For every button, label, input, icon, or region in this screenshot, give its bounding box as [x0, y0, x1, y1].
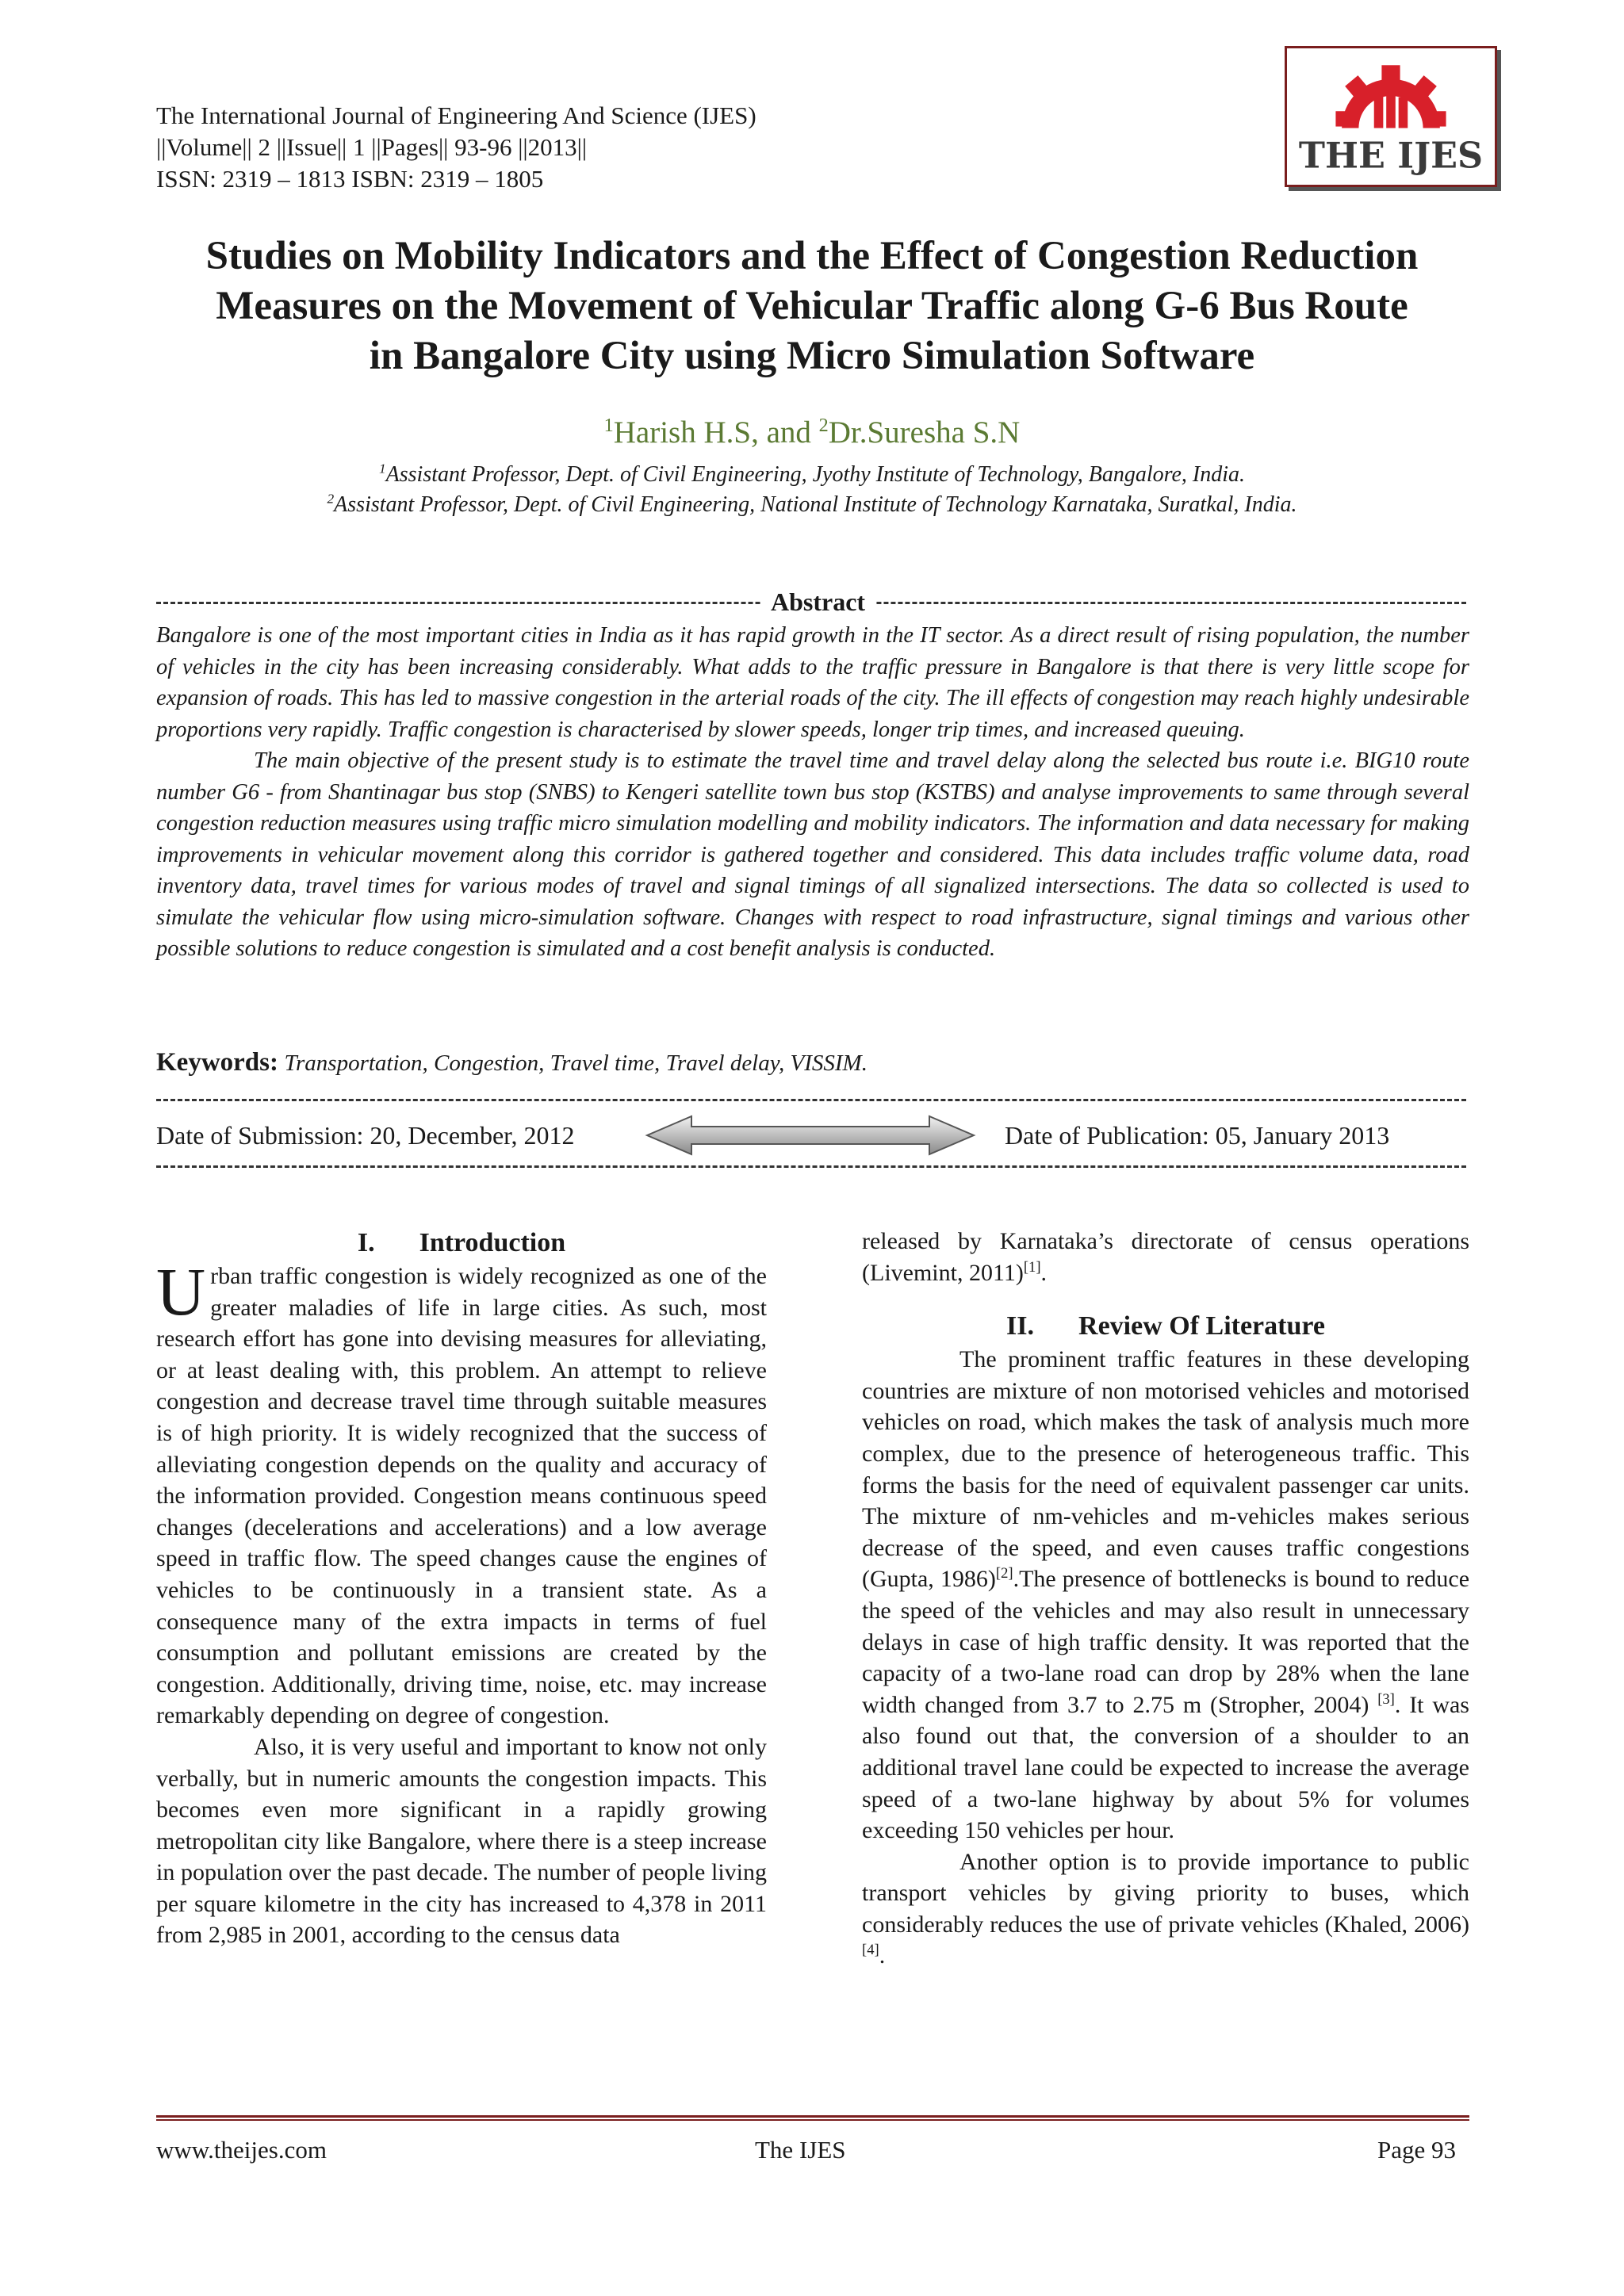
- footer-rule: [156, 2115, 1469, 2121]
- authors: [119, 414, 1505, 452]
- date-of-submission: Date of Submission: 20, December, 2012: [156, 1121, 575, 1150]
- section-heading-introduction: [156, 1226, 767, 1261]
- dates-rule-top: [156, 1099, 1466, 1101]
- title-line: Studies on Mobility Indicators and the Effect of Congestion Reduction: [205, 234, 1419, 278]
- title-line: in Bangalore City using Micro Simulation Software: [369, 334, 1255, 378]
- continued-text: released by Karnataka’s directorate of census operations (Livemint, 2011): [862, 1228, 1469, 1286]
- double-arrow-icon: [644, 1113, 977, 1158]
- page-number: Page 93: [1377, 2136, 1457, 2164]
- affiliation-marker: 2: [327, 491, 335, 507]
- abstract-body: [156, 620, 1469, 965]
- logo-text: THE IJES: [1298, 135, 1484, 177]
- citation-ref: [4]: [862, 1942, 879, 1959]
- abstract-paragraph: The main objective of the present study is to estimate the travel time and travel delay along the selected bus route i.e. BIG10 route number G6 - from Shantinagar bus stop (SNBS) to Kengeri satellite town bus stop (KSTBS) and analyse improvements to same through several congestion reduction measures using traffic micro simulation modelling and mobility indicators. The information and data necessary for making improvements in vehicular movement along this corridor is gathered together and considered. This data includes traffic volume data, road inventory data, travel times for various modes of travel and signal timings of all signalized intersections. The data so collected is used to simulate the vehicular flow using micro-simulation software. Changes with respect to road infrastructure, signal timings and various other possible solutions to reduce congestion is simulated and a cost benefit analysis is conducted.: [156, 748, 1469, 961]
- punctuation: .: [1040, 1259, 1048, 1286]
- citation-ref: [2]: [995, 1565, 1013, 1582]
- author-2-marker: 2: [818, 415, 829, 436]
- ijes-logo-graphic: [1287, 48, 1495, 185]
- affiliation-2: [119, 490, 1505, 520]
- abstract-heading: Abstract: [761, 587, 875, 617]
- ijes-logo: [1285, 46, 1497, 187]
- review-paragraph-2: [862, 1846, 1469, 1972]
- review-text: . It was also found out that, the conversion of a shoulder to an additional travel lane could be expected to increase the average speed of a two-lane highway by about 5% for volumes exceeding 150 vehicles per hour.: [862, 1691, 1469, 1844]
- intro-paragraph-2: Also, it is very useful and important to know not only verbally, but in numeric amounts the congestion impacts. This becomes even more significant in a rapidly growing metropolitan city like Bangalore, where there is a steep increase in population over the past decade. The number of people living per square kilometre in the city has increased to 4,378 in 2011 from 2,985 in 2001, according to the census data: [156, 1733, 767, 1949]
- affiliation-text: Assistant Professor, Dept. of Civil Engineering, National Institute of Technology Karnataka, Suratkal, India.: [334, 492, 1297, 517]
- journal-header: [156, 100, 1187, 195]
- section-title: Review Of Literature: [1078, 1311, 1325, 1341]
- punctuation: .: [879, 1942, 886, 1969]
- continued-paragraph: [862, 1226, 1469, 1288]
- author-1-marker: 1: [603, 415, 614, 436]
- affiliation-1: [119, 460, 1505, 490]
- footer-journal: The IJES: [755, 2136, 846, 2164]
- author-1: Harish H.S, and: [613, 415, 819, 450]
- review-paragraph-1: [862, 1344, 1469, 1846]
- review-text: .The presence of bottlenecks is bound to reduce the speed of the vehicles and may also result in unnecessary delays in case of high traffic density. It was reported that the capacity of a two-lane road can drop by 28% when the lane width changed from 3.7 to 2.75 m (Stropher, 2004): [862, 1566, 1470, 1718]
- keywords-label: Keywords:: [156, 1048, 278, 1077]
- affiliation-text: Assistant Professor, Dept. of Civil Engineering, Jyothy Institute of Technology, Bangalore, India.: [385, 462, 1246, 487]
- intro-paragraph-1-text: rban traffic congestion is widely recognized as one of the greater maladies of life in large cities. As such, most research effort has gone into devising measures for alleviating, or at least dealing with, this problem. An attempt to relieve congestion and decrease travel time through suitable measures is of high priority. It is widely recognized that the success of alleviating congestion depends on the quality and accuracy of the information provided. Congestion means continuous speed changes (decelerations and accelerations) and a low average speed in traffic flow. The speed changes cause the engines of vehicles to be continuously in a transient state. As a consequence many of the extra impacts in terms of fuel consumption and pollutant emissions are created by the congestion. Additionally, driving time, noise, etc. may increase remarkably depending on degree of congestion.: [156, 1263, 767, 1729]
- journal-volume-info: ||Volume|| 2 ||Issue|| 1 ||Pages|| 93-96 ||2013||: [156, 133, 588, 161]
- citation-ref: [3]: [1377, 1690, 1395, 1708]
- paper-title: [119, 232, 1505, 381]
- section-title: Introduction: [419, 1228, 566, 1257]
- affiliation-marker: 1: [378, 461, 386, 476]
- drop-cap: U: [156, 1253, 206, 1330]
- date-of-publication: Date of Publication: 05, January 2013: [1005, 1121, 1390, 1150]
- right-column: [862, 1226, 1469, 1972]
- left-column: [156, 1226, 767, 1951]
- footer-url: www.theijes.com: [156, 2136, 327, 2164]
- keywords: [156, 1047, 1469, 1079]
- keywords-text: Transportation, Congestion, Travel time, Travel delay, VISSIM.: [284, 1050, 868, 1076]
- abstract-paragraph: Bangalore is one of the most important cities in India as it has rapid growth in the IT sector. As a direct result of rising population, the number of vehicles in the city has been increasing considerably. What adds to the traffic pressure in Bangalore is that there is very little scope for expansion of roads. This has led to massive congestion in the arterial roads of the city. The ill effects of congestion may reach highly undesirable proportions very rapidly. Traffic congestion is characterised by slower speeds, longer trip times, and increased queuing.: [156, 623, 1469, 742]
- journal-name: The International Journal of Engineering And Science (IJES): [156, 101, 756, 129]
- review-text: Another option is to provide importance to public transport vehicles by giving priority to buses, which considerably reduces the use of private vehicles (Khaled, 2006): [862, 1848, 1469, 1938]
- section-number: I.: [357, 1228, 375, 1257]
- section-number: II.: [1006, 1311, 1035, 1341]
- intro-paragraph-1: [156, 1253, 767, 1732]
- journal-issn: ISSN: 2319 – 1813 ISBN: 2319 – 1805: [156, 165, 544, 193]
- citation-ref: [1]: [1023, 1258, 1041, 1276]
- title-line: Measures on the Movement of Vehicular Traffic along G-6 Bus Route: [216, 284, 1408, 328]
- section-heading-review: [862, 1309, 1469, 1344]
- review-text: The prominent traffic features in these developing countries are mixture of non motorised vehicles and motorised vehicles on road, which makes the task of analysis much more complex, due to the presence of heterogeneous traffic. This forms the basis for the need of equivalent passenger car units. The mixture of nm-vehicles and m-vehicles makes serious decrease of the speed, and even causes traffic congestions (Gupta, 1986): [862, 1346, 1469, 1593]
- author-2: Dr.Suresha S.N: [828, 415, 1021, 450]
- dates-rule-bottom: [156, 1165, 1466, 1168]
